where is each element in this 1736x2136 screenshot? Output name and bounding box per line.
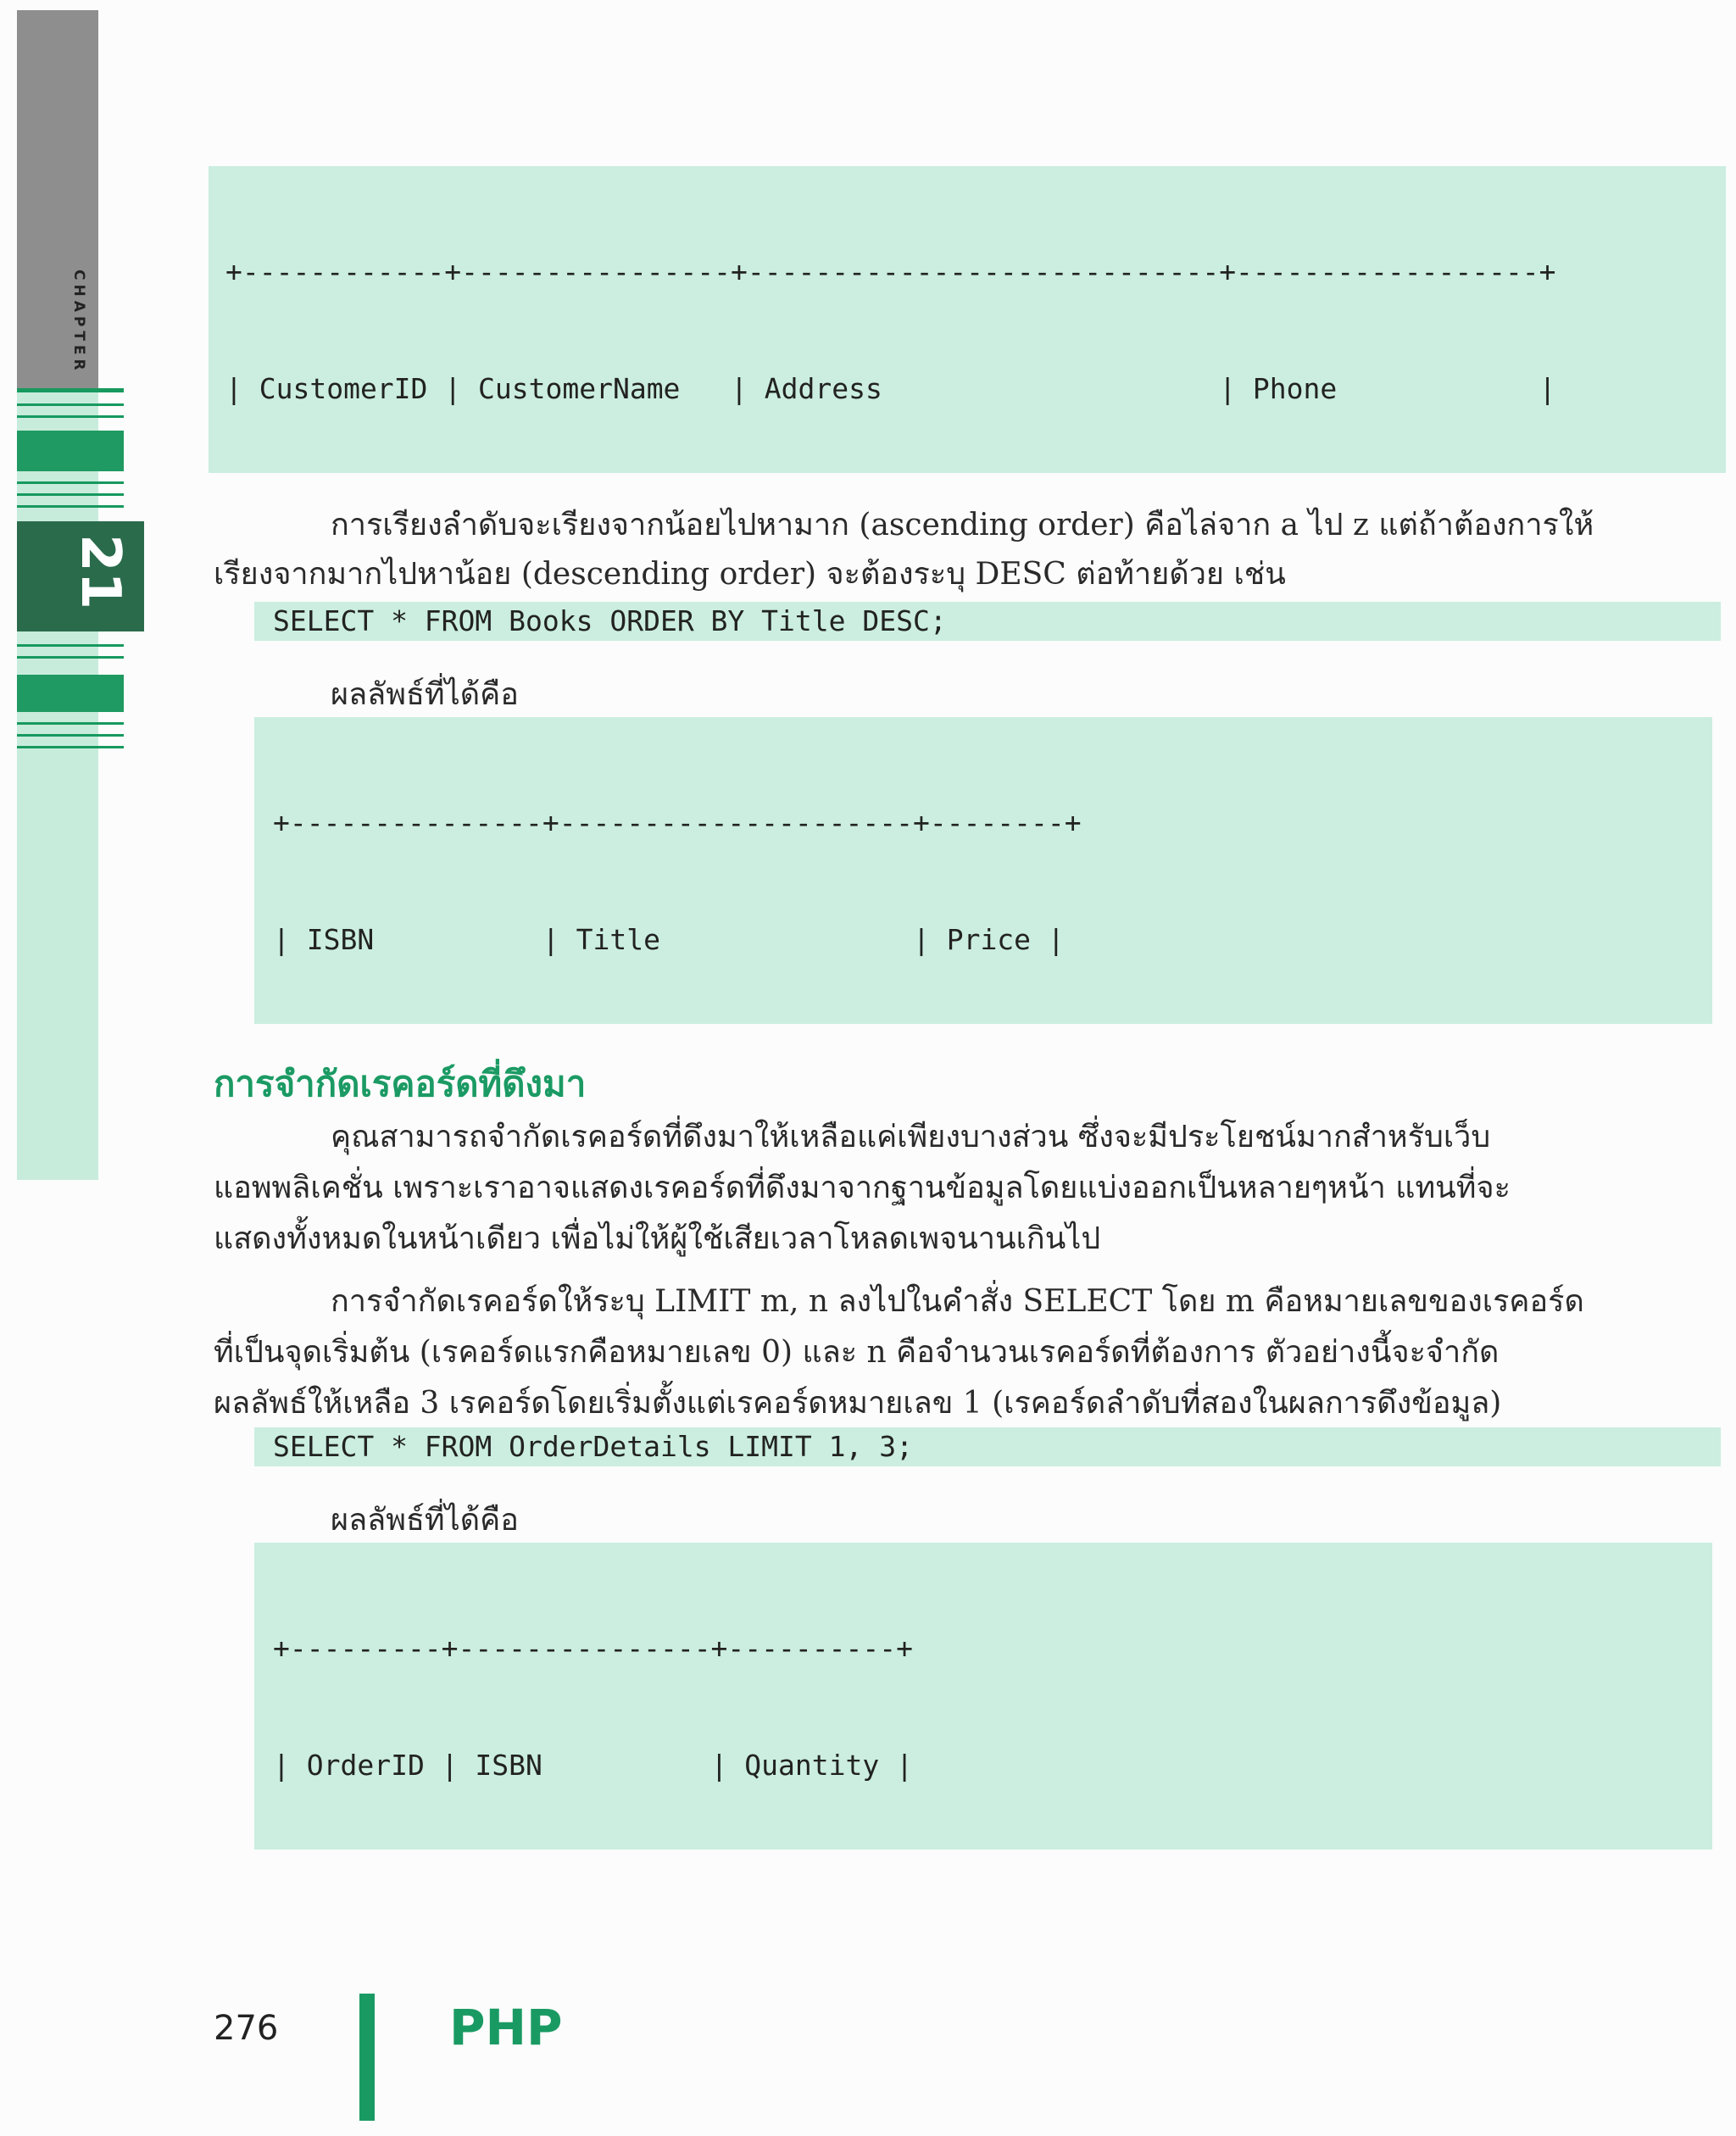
chapter-stripe (17, 481, 124, 484)
chapter-stripe (17, 403, 124, 406)
body-text-line: เรียงจากมากไปหาน้อย (descending order) จะต้องระบุ DESC ต่อท้ายด้วย เช่น (214, 557, 1286, 592)
customers-result-table (209, 166, 1726, 473)
table-border-row: +---------------+---------------------+--------+ (273, 806, 1082, 839)
table-header-row: | ISBN | Title | Price | (273, 923, 1065, 956)
chapter-stripe (17, 415, 124, 418)
orders-result-table (254, 1543, 1712, 1850)
sql-query-limit: SELECT * FROM OrderDetails LIMIT 1, 3; (254, 1427, 1721, 1466)
chapter-stripe (17, 734, 124, 737)
body-text-line: คุณสามารถจำกัดเรคอร์ดที่ดึงมาให้เหลือแค่เพียงบางส่วน ซึ่งจะมีประโยชน์มากสำหรับเว็บ (331, 1120, 1491, 1154)
chapter-stripe (17, 388, 124, 392)
body-text-line: แอพพลิเคชั่น เพราะเราอาจแสดงเรคอร์ดที่ดึงมาจากฐานข้อมูลโดยแบ่งออกเป็นหลายๆหน้า แทนที่จะ (214, 1171, 1511, 1205)
result-label: ผลลัพธ์ที่ได้คือ (331, 1503, 519, 1538)
chapter-label: CHAPTER (70, 270, 87, 375)
table-header-row: | CustomerID | CustomerName | Address | Phone | (225, 372, 1556, 405)
table-border-row: +------------+----------------+----------------------------+------------------+ (225, 255, 1556, 288)
chapter-stripe (17, 644, 124, 647)
table-header-row: | OrderID | ISBN | Quantity | (273, 1749, 913, 1782)
chapter-stripe (17, 656, 124, 659)
section-heading: การจำกัดเรคอร์ดที่ดึงมา (214, 1063, 587, 1104)
sql-query-desc: SELECT * FROM Books ORDER BY Title DESC; (254, 602, 1721, 641)
footer-divider (359, 1994, 375, 2121)
table-border-row: +---------+---------------+----------+ (273, 1632, 913, 1665)
body-text-line: แสดงทั้งหมดในหน้าเดียว เพื่อไม่ให้ผู้ใช้เสียเวลาโหลดเพจนานเกินไป (214, 1221, 1101, 1256)
result-label: ผลลัพธ์ที่ได้คือ (331, 677, 519, 712)
chapter-stripe (17, 722, 124, 725)
page-number: 276 (214, 2009, 279, 2048)
books-result-table (254, 717, 1712, 1024)
body-text-line: การจำกัดเรคอร์ดให้ระบุ LIMIT m, n ลงไปในคำสั่ง SELECT โดย m คือหมายเลขของเรคอร์ด (331, 1284, 1584, 1319)
book-title: PHP (449, 1999, 563, 2056)
chapter-green-block (17, 675, 124, 712)
chapter-stripe (17, 493, 124, 496)
chapter-stripe (17, 746, 124, 748)
body-text-line: การเรียงลำดับจะเรียงจากน้อยไปหามาก (ascending order) คือไล่จาก a ไป z แต่ถ้าต้องการให้ (331, 508, 1594, 542)
chapter-number: 21 (69, 534, 131, 610)
chapter-mint-strip (17, 392, 98, 1180)
body-text-line: ผลลัพธ์ให้เหลือ 3 เรคอร์ดโดยเริ่มตั้งแต่เรคอร์ดหมายเลข 1 (เรคอร์ดลำดับที่สองในผลการดึงข้อมูล) (214, 1386, 1502, 1421)
chapter-green-block (17, 431, 124, 471)
chapter-stripe (17, 505, 124, 508)
body-text-line: ที่เป็นจุดเริ่มต้น (เรคอร์ดแรกคือหมายเลข 0) และ n คือจำนวนเรคอร์ดที่ต้องการ ตัวอย่างนี้จะจำกัด (214, 1335, 1500, 1370)
